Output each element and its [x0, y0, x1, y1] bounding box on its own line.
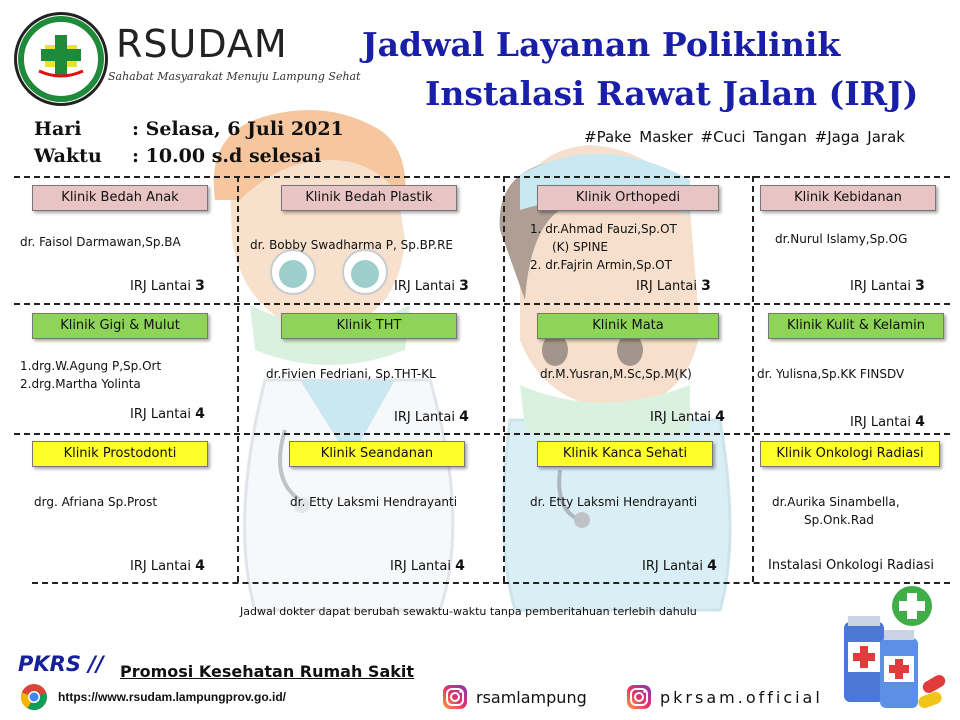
- chrome-icon: [20, 683, 48, 711]
- hospital-tagline: Sahabat Masyarakat Menuju Lampung Sehat: [108, 70, 361, 83]
- column-divider: [503, 176, 505, 582]
- schedule-disclaimer: Jadwal dokter dapat berubah sewaktu-waktu tanpa pemberitahuan terlebih dahulu: [240, 605, 697, 618]
- divider-top: [14, 176, 950, 178]
- doctor-name: Sp.Onk.Rad: [804, 513, 874, 527]
- clinic-location: IRJ Lantai 4: [650, 409, 725, 425]
- clinic-header-seandanan: Klinik Seandanan: [289, 441, 465, 467]
- clinic-location: Instalasi Onkologi Radiasi: [768, 558, 934, 573]
- column-divider: [752, 176, 754, 582]
- clinic-header-orthopedi: Klinik Orthopedi: [537, 185, 719, 211]
- clinic-location: IRJ Lantai 4: [642, 558, 717, 574]
- doctor-name: dr. Bobby Swadharma P, Sp.BP.RE: [250, 238, 453, 252]
- clinic-header-bedah-anak: Klinik Bedah Anak: [32, 185, 208, 211]
- clinic-header-kulit-kelamin: Klinik Kulit & Kelamin: [768, 313, 944, 339]
- clinic-location: IRJ Lantai 4: [130, 558, 205, 574]
- doctor-name: dr. Yulisna,Sp.KK FINSDV: [757, 367, 905, 381]
- clinic-location: IRJ Lantai 4: [390, 558, 465, 574]
- page-subtitle: Instalasi Rawat Jalan (IRJ): [425, 74, 919, 113]
- divider-bottom: [32, 582, 950, 584]
- clinic-location: IRJ Lantai 3: [394, 278, 469, 294]
- clinic-location: IRJ Lantai 4: [394, 409, 469, 425]
- medicine-bottles-icon: [838, 582, 950, 716]
- doctor-name: 2.drg.Martha Yolinta: [20, 377, 141, 391]
- doctor-name: drg. Afriana Sp.Prost: [34, 495, 158, 509]
- health-hashtags: #Pake Masker #Cuci Tangan #Jaga Jarak: [584, 128, 905, 146]
- divider-row2: [14, 433, 950, 435]
- clinic-header-bedah-plastik: Klinik Bedah Plastik: [281, 185, 457, 211]
- column-divider: [237, 176, 239, 582]
- doctor-name: 1. dr.Ahmad Fauzi,Sp.OT: [530, 222, 677, 236]
- instagram-icon: [442, 684, 468, 710]
- clinic-location: IRJ Lantai 4: [130, 406, 205, 422]
- clinic-header-prostodonti: Klinik Prostodonti: [32, 441, 208, 467]
- day-label: Hari: [34, 118, 82, 140]
- clinic-location: IRJ Lantai 3: [850, 278, 925, 294]
- clinic-header-kanca-sehati: Klinik Kanca Sehati: [537, 441, 713, 467]
- doctor-name: dr.Aurika Sinambella,: [772, 495, 900, 509]
- clinic-header-tht: Klinik THT: [281, 313, 457, 339]
- clinic-location: IRJ Lantai 3: [130, 278, 205, 294]
- doctor-name: (K) SPINE: [552, 240, 608, 254]
- pkrs-label: PKRS //: [18, 652, 104, 676]
- doctor-name: dr. Etty Laksmi Hendrayanti: [530, 495, 698, 509]
- time-label: Waktu: [34, 145, 102, 167]
- hospital-name: RSUDAM: [116, 22, 288, 66]
- rsudam-logo-icon: [14, 12, 108, 106]
- pkrs-subtitle: Promosi Kesehatan Rumah Sakit: [120, 662, 415, 681]
- instagram-icon: [626, 684, 652, 710]
- day-value: : Selasa, 6 Juli 2021: [132, 118, 344, 140]
- instagram-handle[interactable]: rsamlampung: [476, 688, 587, 707]
- clinic-header-onkologi-radiasi: Klinik Onkologi Radiasi: [760, 441, 940, 467]
- clinic-location: IRJ Lantai 3: [636, 278, 711, 294]
- clinic-location: IRJ Lantai 4: [850, 414, 925, 430]
- time-value: : 10.00 s.d selesai: [132, 145, 322, 167]
- page-title: Jadwal Layanan Poliklinik: [362, 25, 841, 64]
- clinic-header-gigi-mulut: Klinik Gigi & Mulut: [32, 313, 208, 339]
- website-link[interactable]: https://www.rsudam.lampungprov.go.id/: [58, 690, 286, 704]
- doctor-name: dr.Nurul Islamy,Sp.OG: [775, 232, 908, 246]
- doctor-name: dr. Faisol Darmawan,Sp.BA: [20, 235, 181, 249]
- clinic-header-mata: Klinik Mata: [537, 313, 719, 339]
- doctor-name: dr. Etty Laksmi Hendrayanti: [290, 495, 458, 509]
- doctor-name: dr.Fivien Fedriani, Sp.THT-KL: [266, 367, 436, 381]
- instagram-handle[interactable]: pkrsam.official: [660, 688, 823, 707]
- clinic-header-kebidanan: Klinik Kebidanan: [760, 185, 936, 211]
- doctor-name: 1.drg.W.Agung P,Sp.Ort: [20, 359, 162, 373]
- doctor-name: 2. dr.Fajrin Armin,Sp.OT: [530, 258, 672, 272]
- doctor-name: dr.M.Yusran,M.Sc,Sp.M(K): [540, 367, 692, 381]
- divider-row1: [14, 303, 950, 305]
